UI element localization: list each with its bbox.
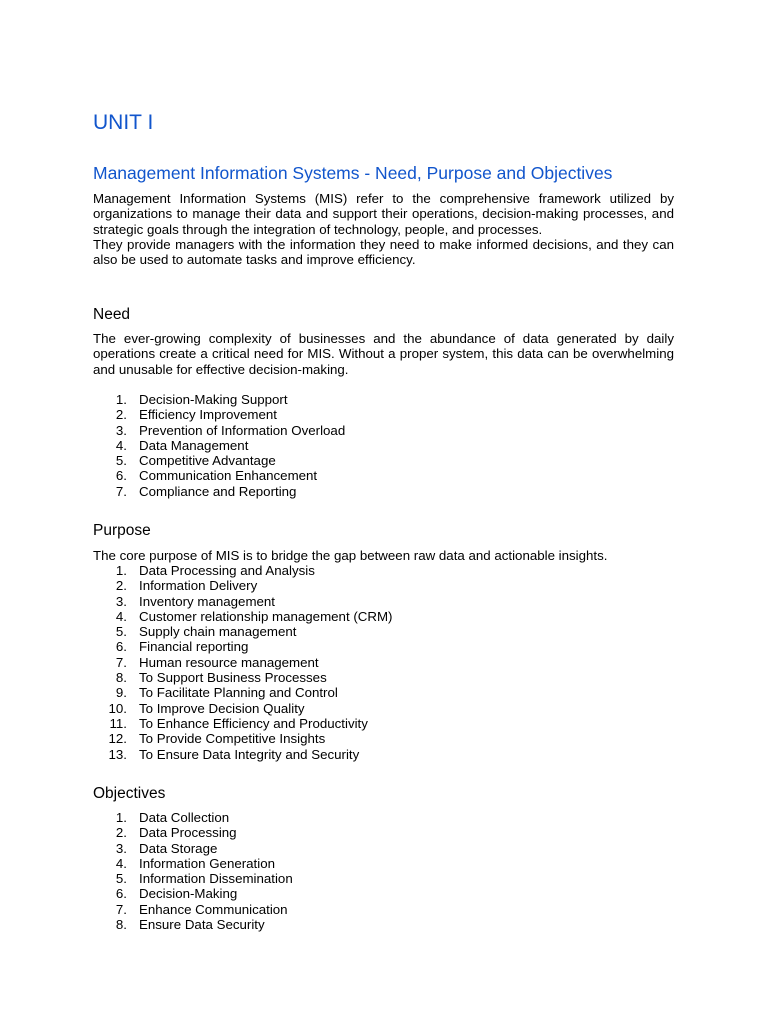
list-item-number: 6.	[115, 639, 127, 655]
list-item	[93, 670, 674, 685]
list-item-text: Data Storage	[139, 840, 218, 856]
list-item-number: 4.	[115, 608, 127, 624]
list-item	[93, 716, 674, 731]
list-item-text: Decision-Making Support	[139, 392, 288, 407]
list-item-text: Competitive Advantage	[139, 453, 276, 469]
list-item	[93, 841, 674, 856]
list-item	[93, 856, 674, 871]
list-item	[93, 701, 674, 716]
list-item	[93, 484, 674, 499]
list-item-text: To Enhance Efficiency and Productivity	[139, 715, 368, 731]
list-item	[93, 917, 674, 932]
list-item	[93, 609, 674, 624]
list-item-number: 11.	[109, 715, 127, 731]
list-item-number: 7.	[115, 901, 127, 917]
list-item-text: Customer relationship management (CRM)	[139, 608, 393, 624]
purpose-list	[93, 563, 674, 762]
list-item-text: Human resource management	[139, 654, 319, 670]
list-item	[93, 423, 674, 438]
list-item-text: Data Processing and Analysis	[139, 563, 315, 578]
list-item-text: Data Management	[139, 437, 249, 453]
main-heading: Management Information Systems - Need, Purpose and Objectives	[93, 163, 613, 183]
list-item-number: 2.	[115, 578, 127, 594]
need-heading: Need	[93, 306, 131, 323]
objectives-list-block	[93, 810, 674, 932]
intro-paragraph-2: They provide managers with the information they need to make informed decisions, and they can also be used to automate tasks and improve efficiency.	[93, 236, 674, 268]
list-item-text: Communication Enhancement	[139, 468, 318, 484]
list-item	[93, 810, 674, 825]
purpose-list-block	[93, 563, 674, 762]
list-item-text: To Ensure Data Integrity and Security	[139, 746, 360, 762]
list-item	[93, 685, 674, 700]
list-item	[93, 886, 674, 901]
list-item	[93, 825, 674, 840]
list-item-number: 12.	[108, 731, 127, 747]
list-item-text: Decision-Making	[139, 886, 238, 902]
list-item-text: Information Generation	[139, 855, 276, 871]
list-item	[93, 578, 674, 593]
unit-title: UNIT I	[93, 111, 154, 134]
list-item-number: 6.	[115, 468, 127, 484]
list-item-number: 2.	[115, 407, 127, 423]
list-item-number: 5.	[115, 624, 127, 640]
list-item-number: 7.	[115, 483, 127, 499]
list-item	[93, 392, 674, 407]
intro-section	[93, 191, 674, 267]
list-item	[93, 453, 674, 468]
list-item	[93, 731, 674, 746]
list-item	[93, 438, 674, 453]
list-item-text: Enhance Communication	[139, 901, 288, 917]
list-item	[93, 468, 674, 483]
list-item-number: 5.	[115, 871, 127, 887]
list-item-text: Ensure Data Security	[139, 917, 265, 933]
purpose-heading: Purpose	[93, 522, 151, 539]
list-item-number: 5.	[115, 453, 127, 469]
list-item-number: 8.	[115, 917, 127, 933]
list-item	[93, 594, 674, 609]
list-item-text: To Improve Decision Quality	[139, 700, 305, 716]
list-item	[93, 639, 674, 654]
list-item-text: Information Delivery	[139, 578, 258, 594]
list-item-number: 8.	[115, 670, 127, 686]
list-item-text: Information Dissemination	[139, 871, 293, 887]
list-item-text: Efficiency Improvement	[139, 407, 277, 423]
list-item-number: 3.	[115, 422, 127, 438]
list-item-text: Data Processing	[139, 825, 237, 841]
list-item-text: Data Collection	[139, 810, 230, 825]
list-item-number: 1.	[115, 810, 127, 825]
need-paragraph: The ever-growing complexity of businesses and the abundance of data generated by daily operations create a critical need for MIS. Without a proper system, this data can be overwhelming and unusable for effective decision-making.	[93, 331, 674, 377]
list-item-number: 13.	[108, 746, 127, 762]
list-item	[93, 563, 674, 578]
list-item-text: Supply chain management	[139, 624, 297, 640]
intro-paragraph-1: Management Information Systems (MIS) refer to the comprehensive framework utilized by organizations to manage their data and support their operations, decision-making processes, and strategic goals through the integration of technology, people, and processes.	[93, 191, 674, 237]
purpose-paragraph-block	[93, 548, 674, 563]
list-item-text: To Support Business Processes	[139, 670, 327, 686]
need-list	[93, 392, 674, 499]
list-item-number: 7.	[115, 654, 127, 670]
list-item-text: Inventory management	[139, 593, 276, 609]
list-item-number: 1.	[115, 563, 127, 578]
list-item-number: 1.	[115, 392, 127, 407]
list-item	[93, 407, 674, 422]
list-item-number: 9.	[115, 685, 127, 701]
need-paragraph-block	[93, 331, 674, 377]
list-item-number: 4.	[115, 855, 127, 871]
list-item-text: Prevention of Information Overload	[139, 422, 346, 438]
list-item	[93, 655, 674, 670]
objectives-heading: Objectives	[93, 785, 166, 802]
list-item-text: Financial reporting	[139, 639, 249, 655]
list-item	[93, 624, 674, 639]
objectives-list	[93, 810, 674, 932]
list-item-number: 3.	[115, 840, 127, 856]
list-item	[93, 902, 674, 917]
list-item-number: 3.	[115, 593, 127, 609]
need-list-block	[93, 392, 674, 499]
list-item-text: To Facilitate Planning and Control	[139, 685, 338, 701]
list-item-text: To Provide Competitive Insights	[139, 731, 326, 747]
list-item-text: Compliance and Reporting	[139, 483, 297, 499]
list-item-number: 4.	[115, 437, 127, 453]
purpose-paragraph: The core purpose of MIS is to bridge the gap between raw data and actionable insights.	[93, 548, 608, 563]
list-item	[93, 871, 674, 886]
list-item-number: 10.	[108, 700, 127, 716]
list-item	[93, 747, 674, 762]
list-item-number: 6.	[115, 886, 127, 902]
list-item-number: 2.	[115, 825, 127, 841]
